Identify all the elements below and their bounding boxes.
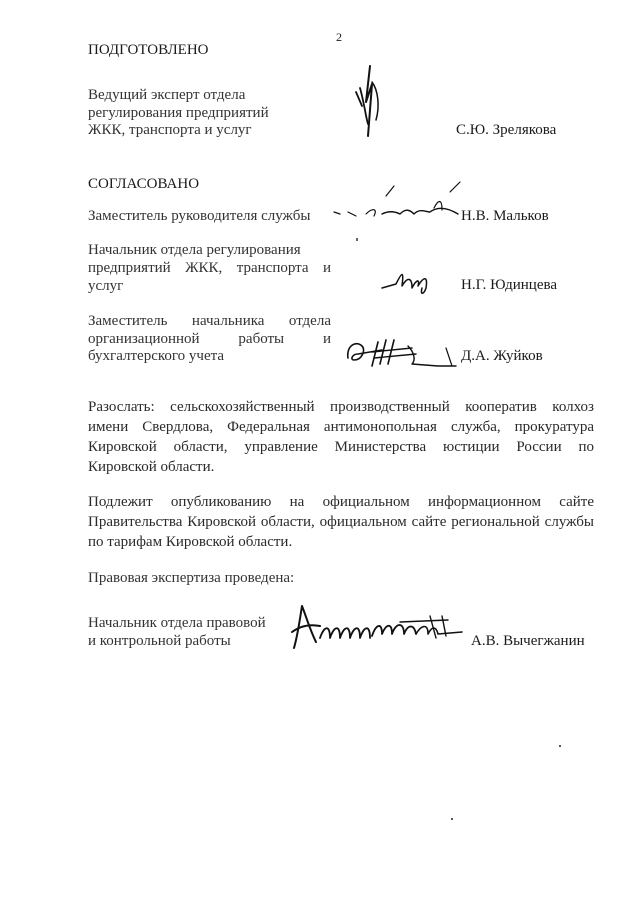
word: Свердлова, xyxy=(142,419,214,435)
word: области, xyxy=(260,514,315,530)
word: по xyxy=(578,439,594,455)
word: Разослать: xyxy=(88,399,155,415)
word: Кировской xyxy=(187,514,257,530)
signature-yudintseva xyxy=(378,262,448,298)
paragraph-line xyxy=(88,457,594,477)
position-word: и xyxy=(322,260,331,276)
signature-zhuykov xyxy=(342,332,464,372)
signatory-position-line xyxy=(88,259,331,277)
position-word: работы xyxy=(238,331,285,347)
position-word: организационной xyxy=(88,331,200,347)
legal-position-line: Начальник отдела правовой xyxy=(88,615,266,631)
word: управление xyxy=(244,439,318,455)
agreed-heading: СОГЛАСОВАНО xyxy=(88,176,200,192)
scan-speck xyxy=(559,745,561,747)
word: Федеральная xyxy=(227,419,310,435)
word: прокуратура xyxy=(514,419,594,435)
signatory-position-line: Начальник отдела регулирования xyxy=(88,242,301,258)
signatory-position-line: Заместитель руководителя службы xyxy=(88,208,311,224)
scan-speck xyxy=(356,238,358,241)
word: официальном xyxy=(319,514,407,530)
word: по тарифам Кировской области. xyxy=(88,534,293,550)
legal-position-line: и контрольной работы xyxy=(88,633,231,649)
scan-speck xyxy=(451,818,453,820)
word: службы xyxy=(544,514,594,530)
position-word: ЖКК, xyxy=(185,260,223,276)
signature-vychegzhanin xyxy=(280,598,470,660)
word: сельскохозяйственный xyxy=(170,399,315,415)
paragraph-line xyxy=(88,492,594,512)
distribution-paragraph xyxy=(88,397,594,477)
prepared-heading: ПОДГОТОВЛЕНО xyxy=(88,42,209,58)
signature-malkov xyxy=(330,178,462,226)
paragraph-line xyxy=(88,437,594,457)
word: колхоз xyxy=(552,399,594,415)
word: производственный xyxy=(330,399,450,415)
word: области, xyxy=(173,439,228,455)
position-word: предприятий xyxy=(88,260,171,276)
legal-heading: Правовая экспертиза проведена: xyxy=(88,570,295,586)
paragraph-line xyxy=(88,532,594,552)
position-word: транспорта xyxy=(236,260,309,276)
signatory-name: Н.Г. Юдинцева xyxy=(461,277,558,293)
signature-zrelyakova xyxy=(348,62,388,142)
position-word: и xyxy=(322,331,331,347)
prepared-position-line: Ведущий эксперт отдела xyxy=(88,87,246,103)
word: антимонопольная xyxy=(323,419,437,435)
paragraph-line xyxy=(88,417,594,437)
word: имени xyxy=(88,419,129,435)
signatory-name: Н.В. Мальков xyxy=(461,208,549,224)
paragraph-line xyxy=(88,512,594,532)
publication-paragraph xyxy=(88,492,594,552)
position-word: начальника xyxy=(191,313,265,329)
word: сайте xyxy=(559,494,594,510)
word: России xyxy=(516,439,562,455)
word: опубликованию xyxy=(170,494,272,510)
legal-signatory-name: А.В. Вычегжанин xyxy=(471,633,585,649)
signatory-position-line xyxy=(88,312,331,330)
word: сайте xyxy=(411,514,447,530)
signatory-name: Д.А. Жуйков xyxy=(461,348,543,364)
signatory-position-line xyxy=(88,330,331,348)
page-number: 2 xyxy=(336,30,342,44)
word: информационном xyxy=(428,494,541,510)
signatory-position-line: услуг xyxy=(88,278,124,294)
word: юстиции xyxy=(443,439,500,455)
position-word: отдела xyxy=(288,313,331,329)
word: кооператив xyxy=(465,399,537,415)
position-word: Заместитель xyxy=(88,313,168,329)
word: официальном xyxy=(322,494,410,510)
paragraph-line xyxy=(88,397,594,417)
signatory-position-line: бухгалтерского учета xyxy=(88,348,225,364)
prepared-position-line: регулирования предприятий xyxy=(88,105,269,121)
prepared-signatory-name: С.Ю. Зрелякова xyxy=(456,122,557,138)
word: Подлежит xyxy=(88,494,153,510)
word: Министерства xyxy=(334,439,427,455)
word: Кировской области. xyxy=(88,459,215,475)
word: служба, xyxy=(450,419,501,435)
prepared-position-line: ЖКК, транспорта и услуг xyxy=(88,122,252,138)
word: на xyxy=(289,494,305,510)
word: Кировской xyxy=(88,439,157,455)
word: Правительства xyxy=(88,514,183,530)
word: региональной xyxy=(451,514,540,530)
